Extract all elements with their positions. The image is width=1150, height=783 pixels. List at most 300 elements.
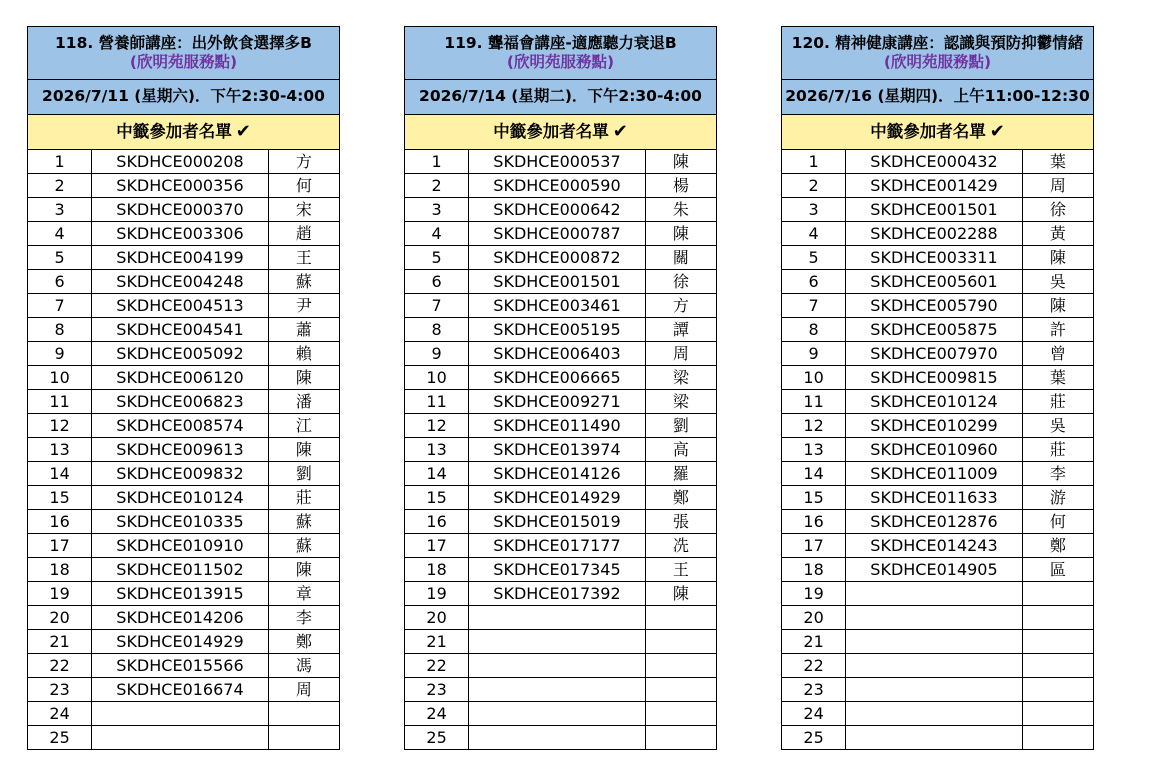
participant-code-cell: SKDHCE012876 — [846, 510, 1023, 534]
participant-surname-cell: 黃 — [1022, 222, 1093, 246]
participant-code-cell — [469, 630, 646, 654]
table-row — [28, 342, 340, 366]
row-number-cell: 20 — [28, 606, 92, 630]
table-row — [405, 462, 717, 486]
participant-surname-cell: 張 — [645, 510, 716, 534]
participant-surname-cell: 方 — [268, 150, 339, 174]
participant-surname-cell: 鄭 — [1022, 534, 1093, 558]
table-row — [28, 438, 340, 462]
participant-surname-cell: 陳 — [268, 366, 339, 390]
participant-surname-cell: 徐 — [1022, 198, 1093, 222]
participant-surname-cell: 賴 — [268, 342, 339, 366]
participant-surname-cell: 區 — [1022, 558, 1093, 582]
participant-surname-cell: 方 — [645, 294, 716, 318]
participant-surname-cell: 何 — [268, 174, 339, 198]
participant-surname-cell: 冼 — [645, 534, 716, 558]
table-row — [405, 390, 717, 414]
participant-surname-cell: 馮 — [268, 654, 339, 678]
participant-surname-cell: 周 — [268, 678, 339, 702]
participant-code-cell: SKDHCE009815 — [846, 366, 1023, 390]
row-number-cell: 19 — [782, 582, 846, 606]
participant-surname-cell — [1022, 630, 1093, 654]
row-number-cell: 10 — [782, 366, 846, 390]
participant-code-cell: SKDHCE011009 — [846, 462, 1023, 486]
row-number-cell: 16 — [28, 510, 92, 534]
participant-code-cell — [469, 654, 646, 678]
participant-code-cell: SKDHCE014243 — [846, 534, 1023, 558]
participant-code-cell — [469, 702, 646, 726]
row-number-cell: 24 — [28, 702, 92, 726]
table-row — [405, 414, 717, 438]
participant-surname-cell — [1022, 726, 1093, 750]
participant-code-cell: SKDHCE009271 — [469, 390, 646, 414]
participant-surname-cell: 莊 — [268, 486, 339, 510]
lecture-datetime: 2026/7/11 (星期六)．下午2:30-4:00 — [28, 80, 340, 115]
row-number-cell: 19 — [28, 582, 92, 606]
participant-code-cell: SKDHCE017345 — [469, 558, 646, 582]
participant-code-cell: SKDHCE011490 — [469, 414, 646, 438]
list-header-label: 中籤參加者名單 — [870, 122, 986, 141]
participant-code-cell: SKDHCE010124 — [846, 390, 1023, 414]
participant-surname-cell: 王 — [268, 246, 339, 270]
row-number-cell: 3 — [782, 198, 846, 222]
participant-surname-cell: 許 — [1022, 318, 1093, 342]
table-row — [28, 510, 340, 534]
participant-code-cell: SKDHCE009613 — [92, 438, 269, 462]
table-row — [405, 222, 717, 246]
participant-code-cell: SKDHCE003461 — [469, 294, 646, 318]
participant-surname-cell: 何 — [1022, 510, 1093, 534]
participant-surname-cell: 尹 — [268, 294, 339, 318]
row-number-cell: 20 — [782, 606, 846, 630]
row-number-cell: 13 — [782, 438, 846, 462]
participant-code-cell — [92, 726, 269, 750]
table-row — [782, 606, 1094, 630]
participant-surname-cell: 鄭 — [645, 486, 716, 510]
table-row — [405, 654, 717, 678]
table-row — [28, 150, 340, 174]
row-number-cell: 2 — [782, 174, 846, 198]
row-number-cell: 21 — [782, 630, 846, 654]
participant-surname-cell: 吳 — [1022, 270, 1093, 294]
participant-code-cell — [846, 606, 1023, 630]
lecture-title-text: 118. 營養師講座：出外飲食選擇多B — [55, 33, 312, 52]
row-number-cell: 7 — [405, 294, 469, 318]
row-number-cell: 23 — [28, 678, 92, 702]
row-number-cell: 23 — [782, 678, 846, 702]
participant-surname-cell — [1022, 654, 1093, 678]
table-row — [28, 366, 340, 390]
row-number-cell: 21 — [405, 630, 469, 654]
row-number-cell: 8 — [782, 318, 846, 342]
row-number-cell: 9 — [782, 342, 846, 366]
participant-code-cell: SKDHCE000370 — [92, 198, 269, 222]
participant-surname-cell: 游 — [1022, 486, 1093, 510]
row-number-cell: 6 — [28, 270, 92, 294]
participant-surname-cell: 葉 — [1022, 366, 1093, 390]
participant-code-cell: SKDHCE000356 — [92, 174, 269, 198]
table-row — [782, 582, 1094, 606]
participant-code-cell: SKDHCE014929 — [92, 630, 269, 654]
participant-surname-cell: 陳 — [1022, 246, 1093, 270]
participant-surname-cell: 蘇 — [268, 534, 339, 558]
participant-code-cell: SKDHCE014929 — [469, 486, 646, 510]
row-number-cell: 24 — [405, 702, 469, 726]
row-number-cell: 5 — [405, 246, 469, 270]
row-number-cell: 8 — [405, 318, 469, 342]
participant-code-cell: SKDHCE006120 — [92, 366, 269, 390]
participant-code-cell: SKDHCE017177 — [469, 534, 646, 558]
participant-code-cell: SKDHCE017392 — [469, 582, 646, 606]
participant-code-cell — [92, 702, 269, 726]
row-number-cell: 23 — [405, 678, 469, 702]
participant-code-cell: SKDHCE011502 — [92, 558, 269, 582]
row-number-cell: 11 — [28, 390, 92, 414]
row-number-cell: 18 — [28, 558, 92, 582]
participant-code-cell — [469, 606, 646, 630]
table-row — [405, 606, 717, 630]
participant-code-cell: SKDHCE000642 — [469, 198, 646, 222]
participant-code-cell: SKDHCE006665 — [469, 366, 646, 390]
table-row — [782, 342, 1094, 366]
participant-surname-cell: 周 — [1022, 174, 1093, 198]
table-row — [405, 486, 717, 510]
table-row — [782, 702, 1094, 726]
row-number-cell: 13 — [405, 438, 469, 462]
table-row — [28, 174, 340, 198]
lecture-panel-120 — [781, 26, 1094, 750]
participant-surname-cell: 譚 — [645, 318, 716, 342]
table-row — [782, 174, 1094, 198]
table-row — [782, 630, 1094, 654]
row-number-cell: 25 — [782, 726, 846, 750]
row-number-cell: 3 — [405, 198, 469, 222]
participant-code-cell: SKDHCE010124 — [92, 486, 269, 510]
row-number-cell: 4 — [405, 222, 469, 246]
participant-surname-cell: 陳 — [268, 558, 339, 582]
check-icon: ✔ — [989, 121, 1005, 142]
row-number-cell: 1 — [28, 150, 92, 174]
participant-surname-cell: 徐 — [645, 270, 716, 294]
table-row — [28, 246, 340, 270]
table-row — [28, 606, 340, 630]
participant-code-cell: SKDHCE009832 — [92, 462, 269, 486]
participant-surname-cell: 朱 — [645, 198, 716, 222]
row-number-cell: 17 — [782, 534, 846, 558]
participant-surname-cell: 葉 — [1022, 150, 1093, 174]
participant-surname-cell: 梁 — [645, 366, 716, 390]
participant-code-cell: SKDHCE004541 — [92, 318, 269, 342]
table-row — [405, 582, 717, 606]
participant-code-cell — [846, 702, 1023, 726]
lecture-title-text: 120. 精神健康講座：認識與預防抑鬱情緒 — [791, 33, 1084, 52]
table-row — [405, 678, 717, 702]
table-row — [28, 198, 340, 222]
participant-surname-cell: 梁 — [645, 390, 716, 414]
list-header — [28, 115, 340, 150]
table-row — [28, 318, 340, 342]
participant-surname-cell: 江 — [268, 414, 339, 438]
table-row — [782, 486, 1094, 510]
list-header — [405, 115, 717, 150]
participant-surname-cell — [268, 702, 339, 726]
table-row — [28, 654, 340, 678]
table-row — [28, 222, 340, 246]
table-row — [405, 246, 717, 270]
table-row — [405, 558, 717, 582]
lecture-title-text: 119. 聾福會講座-適應聽力衰退B — [444, 33, 677, 52]
table-row — [28, 630, 340, 654]
table-row — [405, 294, 717, 318]
table-row — [782, 246, 1094, 270]
row-number-cell: 8 — [28, 318, 92, 342]
participant-code-cell: SKDHCE005092 — [92, 342, 269, 366]
participant-code-cell: SKDHCE014206 — [92, 606, 269, 630]
table-row — [782, 438, 1094, 462]
participant-code-cell: SKDHCE008574 — [92, 414, 269, 438]
participant-surname-cell: 王 — [645, 558, 716, 582]
participant-surname-cell — [645, 678, 716, 702]
participant-code-cell: SKDHCE015019 — [469, 510, 646, 534]
row-number-cell: 24 — [782, 702, 846, 726]
participant-code-cell: SKDHCE010299 — [846, 414, 1023, 438]
row-number-cell: 9 — [405, 342, 469, 366]
row-number-cell: 11 — [782, 390, 846, 414]
row-number-cell: 18 — [782, 558, 846, 582]
table-row — [28, 294, 340, 318]
participant-code-cell: SKDHCE013974 — [469, 438, 646, 462]
row-number-cell: 14 — [28, 462, 92, 486]
participant-surname-cell: 楊 — [645, 174, 716, 198]
row-number-cell: 4 — [782, 222, 846, 246]
table-row — [28, 582, 340, 606]
participant-surname-cell — [1022, 702, 1093, 726]
row-number-cell: 16 — [405, 510, 469, 534]
row-number-cell: 4 — [28, 222, 92, 246]
table-row — [28, 270, 340, 294]
table-row — [782, 534, 1094, 558]
row-number-cell: 1 — [405, 150, 469, 174]
table-row — [28, 414, 340, 438]
participant-code-cell: SKDHCE010960 — [846, 438, 1023, 462]
participant-surname-cell — [1022, 678, 1093, 702]
participant-surname-cell: 莊 — [1022, 390, 1093, 414]
row-number-cell: 20 — [405, 606, 469, 630]
row-number-cell: 12 — [28, 414, 92, 438]
participant-surname-cell — [645, 630, 716, 654]
participant-code-cell: SKDHCE000537 — [469, 150, 646, 174]
participant-code-cell — [469, 726, 646, 750]
participant-code-cell: SKDHCE016674 — [92, 678, 269, 702]
participant-surname-cell — [645, 606, 716, 630]
row-number-cell: 2 — [28, 174, 92, 198]
participant-code-cell: SKDHCE011633 — [846, 486, 1023, 510]
participant-code-cell: SKDHCE005195 — [469, 318, 646, 342]
row-number-cell: 15 — [782, 486, 846, 510]
row-number-cell: 14 — [405, 462, 469, 486]
participant-surname-cell: 李 — [1022, 462, 1093, 486]
participant-code-cell: SKDHCE010335 — [92, 510, 269, 534]
participant-code-cell: SKDHCE000787 — [469, 222, 646, 246]
participant-surname-cell — [645, 726, 716, 750]
table-row — [405, 366, 717, 390]
row-number-cell: 10 — [28, 366, 92, 390]
participant-surname-cell: 吳 — [1022, 414, 1093, 438]
list-header-label: 中籤參加者名單 — [493, 122, 609, 141]
participant-code-cell: SKDHCE001501 — [469, 270, 646, 294]
table-row — [405, 534, 717, 558]
table-row — [405, 702, 717, 726]
participant-surname-cell: 陳 — [645, 582, 716, 606]
participant-code-cell: SKDHCE014126 — [469, 462, 646, 486]
participant-surname-cell — [645, 654, 716, 678]
table-row — [782, 558, 1094, 582]
participant-table — [781, 26, 1094, 750]
row-number-cell: 1 — [782, 150, 846, 174]
row-number-cell: 7 — [782, 294, 846, 318]
table-row — [782, 414, 1094, 438]
participant-code-cell: SKDHCE002288 — [846, 222, 1023, 246]
row-number-cell: 22 — [28, 654, 92, 678]
lecture-location: (欣明苑服務點) — [129, 53, 238, 71]
table-row — [405, 270, 717, 294]
participant-code-cell: SKDHCE000590 — [469, 174, 646, 198]
row-number-cell: 5 — [28, 246, 92, 270]
table-row — [405, 510, 717, 534]
participant-surname-cell: 宋 — [268, 198, 339, 222]
participant-surname-cell: 羅 — [645, 462, 716, 486]
row-number-cell: 6 — [405, 270, 469, 294]
table-row — [782, 150, 1094, 174]
row-number-cell: 22 — [405, 654, 469, 678]
participant-code-cell — [846, 654, 1023, 678]
participant-code-cell: SKDHCE013915 — [92, 582, 269, 606]
participant-code-cell — [846, 678, 1023, 702]
participant-surname-cell: 劉 — [268, 462, 339, 486]
participant-surname-cell: 陳 — [645, 150, 716, 174]
participant-surname-cell — [1022, 606, 1093, 630]
participant-code-cell: SKDHCE005875 — [846, 318, 1023, 342]
row-number-cell: 2 — [405, 174, 469, 198]
check-icon: ✔ — [612, 121, 628, 142]
participant-surname-cell — [1022, 582, 1093, 606]
row-number-cell: 25 — [28, 726, 92, 750]
participant-surname-cell: 陳 — [268, 438, 339, 462]
table-row — [405, 726, 717, 750]
row-number-cell: 10 — [405, 366, 469, 390]
participant-surname-cell — [268, 726, 339, 750]
row-number-cell: 25 — [405, 726, 469, 750]
participant-code-cell: SKDHCE003306 — [92, 222, 269, 246]
table-row — [28, 702, 340, 726]
participant-surname-cell: 潘 — [268, 390, 339, 414]
row-number-cell: 17 — [405, 534, 469, 558]
participant-surname-cell: 蘇 — [268, 510, 339, 534]
participant-surname-cell: 陳 — [645, 222, 716, 246]
table-row — [405, 174, 717, 198]
table-row — [405, 318, 717, 342]
participant-code-cell: SKDHCE010910 — [92, 534, 269, 558]
participant-code-cell: SKDHCE005790 — [846, 294, 1023, 318]
table-row — [782, 318, 1094, 342]
participant-code-cell: SKDHCE004248 — [92, 270, 269, 294]
participant-table — [27, 26, 340, 750]
participant-code-cell: SKDHCE000208 — [92, 150, 269, 174]
lecture-datetime: 2026/7/14 (星期二)．下午2:30-4:00 — [405, 80, 717, 115]
lecture-location: (欣明苑服務點) — [883, 53, 992, 71]
participant-code-cell: SKDHCE001429 — [846, 174, 1023, 198]
table-row — [28, 558, 340, 582]
participant-code-cell: SKDHCE006823 — [92, 390, 269, 414]
lecture-panel-119 — [404, 26, 717, 750]
row-number-cell: 16 — [782, 510, 846, 534]
lecture-location: (欣明苑服務點) — [506, 53, 615, 71]
table-row — [782, 726, 1094, 750]
table-row — [28, 534, 340, 558]
row-number-cell: 21 — [28, 630, 92, 654]
participant-surname-cell: 周 — [645, 342, 716, 366]
table-row — [405, 198, 717, 222]
table-row — [28, 678, 340, 702]
participant-code-cell: SKDHCE006403 — [469, 342, 646, 366]
participant-surname-cell: 蕭 — [268, 318, 339, 342]
participant-code-cell: SKDHCE005601 — [846, 270, 1023, 294]
table-row — [28, 486, 340, 510]
row-number-cell: 15 — [28, 486, 92, 510]
participant-code-cell: SKDHCE003311 — [846, 246, 1023, 270]
table-row — [782, 366, 1094, 390]
row-number-cell: 13 — [28, 438, 92, 462]
row-number-cell: 9 — [28, 342, 92, 366]
row-number-cell: 5 — [782, 246, 846, 270]
participant-code-cell: SKDHCE004513 — [92, 294, 269, 318]
row-number-cell: 18 — [405, 558, 469, 582]
table-row — [782, 198, 1094, 222]
table-row — [405, 630, 717, 654]
row-number-cell: 17 — [28, 534, 92, 558]
participant-code-cell: SKDHCE015566 — [92, 654, 269, 678]
participant-code-cell — [846, 630, 1023, 654]
table-row — [405, 150, 717, 174]
row-number-cell: 6 — [782, 270, 846, 294]
lecture-title — [782, 27, 1094, 80]
table-row — [28, 462, 340, 486]
row-number-cell: 12 — [405, 414, 469, 438]
participant-code-cell: SKDHCE001501 — [846, 198, 1023, 222]
row-number-cell: 22 — [782, 654, 846, 678]
participant-code-cell: SKDHCE007970 — [846, 342, 1023, 366]
participant-surname-cell: 莊 — [1022, 438, 1093, 462]
table-row — [782, 222, 1094, 246]
participant-surname-cell: 蘇 — [268, 270, 339, 294]
participant-code-cell: SKDHCE000432 — [846, 150, 1023, 174]
participant-code-cell: SKDHCE004199 — [92, 246, 269, 270]
participant-table — [404, 26, 717, 750]
participant-code-cell — [846, 582, 1023, 606]
lecture-panel-118 — [27, 26, 340, 750]
participant-surname-cell: 曾 — [1022, 342, 1093, 366]
table-row — [405, 438, 717, 462]
table-row — [405, 342, 717, 366]
table-row — [28, 726, 340, 750]
lecture-datetime: 2026/7/16 (星期四)．上午11:00-12:30 — [782, 80, 1094, 115]
table-row — [782, 294, 1094, 318]
row-number-cell: 19 — [405, 582, 469, 606]
participant-surname-cell: 陳 — [1022, 294, 1093, 318]
participant-surname-cell: 高 — [645, 438, 716, 462]
row-number-cell: 12 — [782, 414, 846, 438]
participant-surname-cell: 李 — [268, 606, 339, 630]
